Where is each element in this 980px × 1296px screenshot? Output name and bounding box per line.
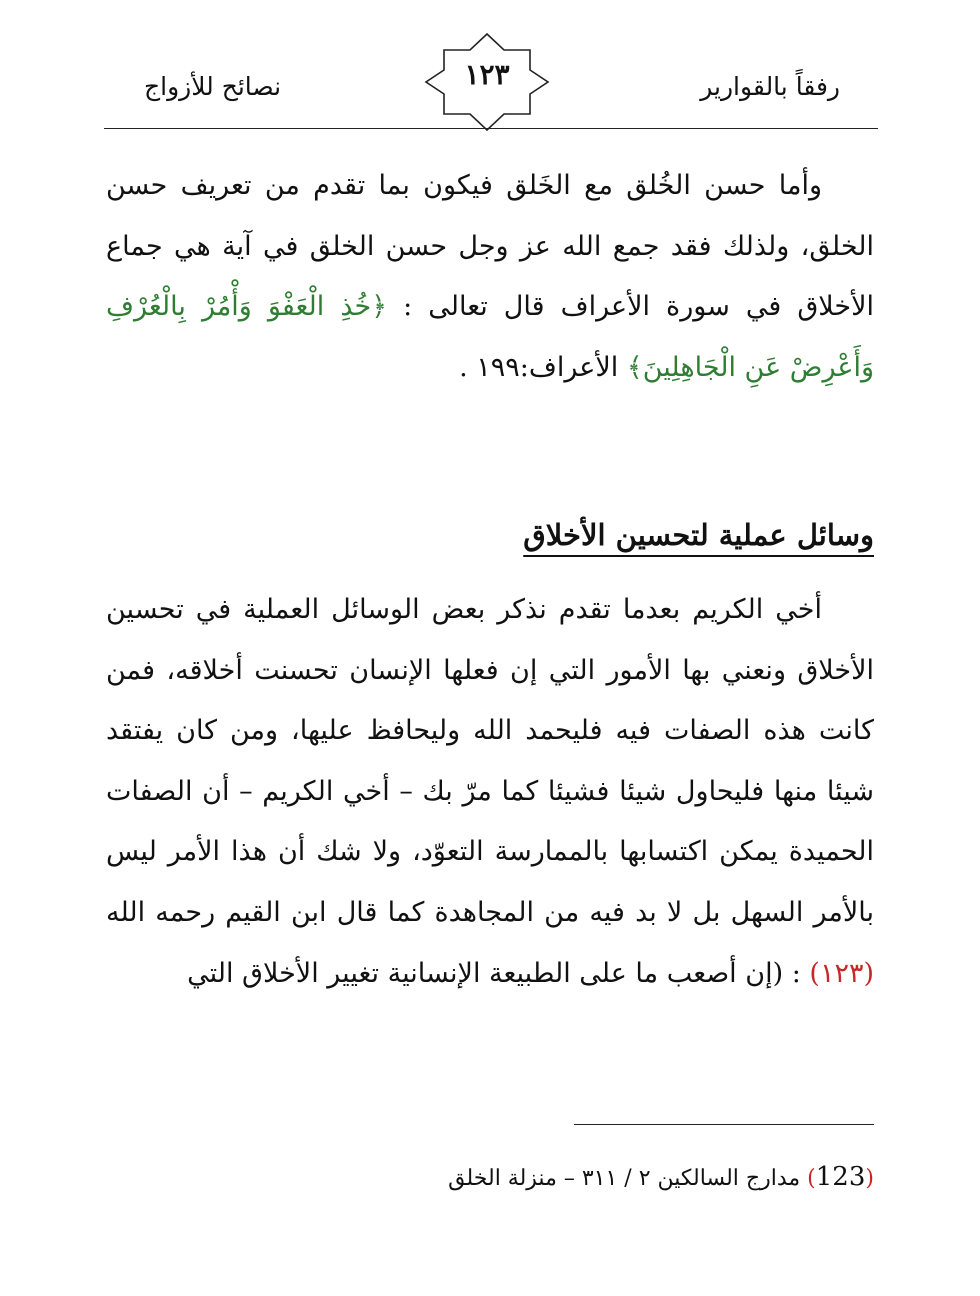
paragraph-intro-text: وأما حسن الخُلق مع الخَلق فيكون بما تقدم من تعريف حسن الخلق، ولذلك فقد جمع الله عز وجل حسن الخلق في آية هي جماع الأخلاق في سورة الأعراف قال تعالى : xyxy=(106,170,874,323)
quran-verse: خُذِ الْعَفْوَ وَأْمُرْ بِالْعُرْفِ وَأَعْرِضْ عَنِ الْجَاهِلِينَ xyxy=(106,291,874,383)
verse-open-bracket: ﴿ xyxy=(371,291,388,323)
footnote-reference[interactable]: (١٢٣) xyxy=(809,957,874,989)
paragraph-practical-means xyxy=(106,580,874,1004)
footnote-open-paren: ( xyxy=(865,1166,874,1191)
page-number: ١٢٣ xyxy=(464,58,510,91)
verse-close-bracket: ﴾ xyxy=(626,351,643,383)
paragraph-intro xyxy=(106,156,874,398)
footnote xyxy=(314,1162,874,1192)
footnote-divider xyxy=(574,1124,874,1125)
header-divider xyxy=(104,128,878,129)
chapter-title: نصائح للأزواج xyxy=(144,72,282,101)
book-title: رفقاً بالقوارير xyxy=(700,72,840,101)
quote-start-text: : (إن أصعب ما على الطبيعة الإنسانية تغيير الأخلاق التي xyxy=(187,957,801,989)
footnote-text: مدارج السالكين ٢ / ٣١١ – منزلة الخلق xyxy=(448,1166,801,1191)
paragraph-practical-text: أخي الكريم بعدما تقدم نذكر بعض الوسائل العملية في تحسين الأخلاق ونعني بها الأمور التي إن فعلها الإنسان تحسنت أخلاقه، فمن كانت هذه الصفات فيه فليحمد الله وليحافظ عليها، ومن كان يفتقد شيئا منها فليحاول شيئا فشيئا كما مرّ بك – أخي الكريم – أن الصفات الحميدة يمكن اكتسابها بالممارسة التعوّد، ولا شك أن هذا الأمر ليس بالأمر السهل بل لا بد فيه من المجاهدة كما قال ابن القيم رحمه الله xyxy=(106,594,874,928)
footnote-close-paren: ) xyxy=(807,1166,816,1191)
verse-citation: الأعراف:١٩٩ . xyxy=(459,351,619,383)
section-heading: وسائل عملية لتحسين الأخلاق xyxy=(523,518,874,552)
page-number-badge xyxy=(424,32,550,132)
footnote-number: 123 xyxy=(815,1162,866,1192)
